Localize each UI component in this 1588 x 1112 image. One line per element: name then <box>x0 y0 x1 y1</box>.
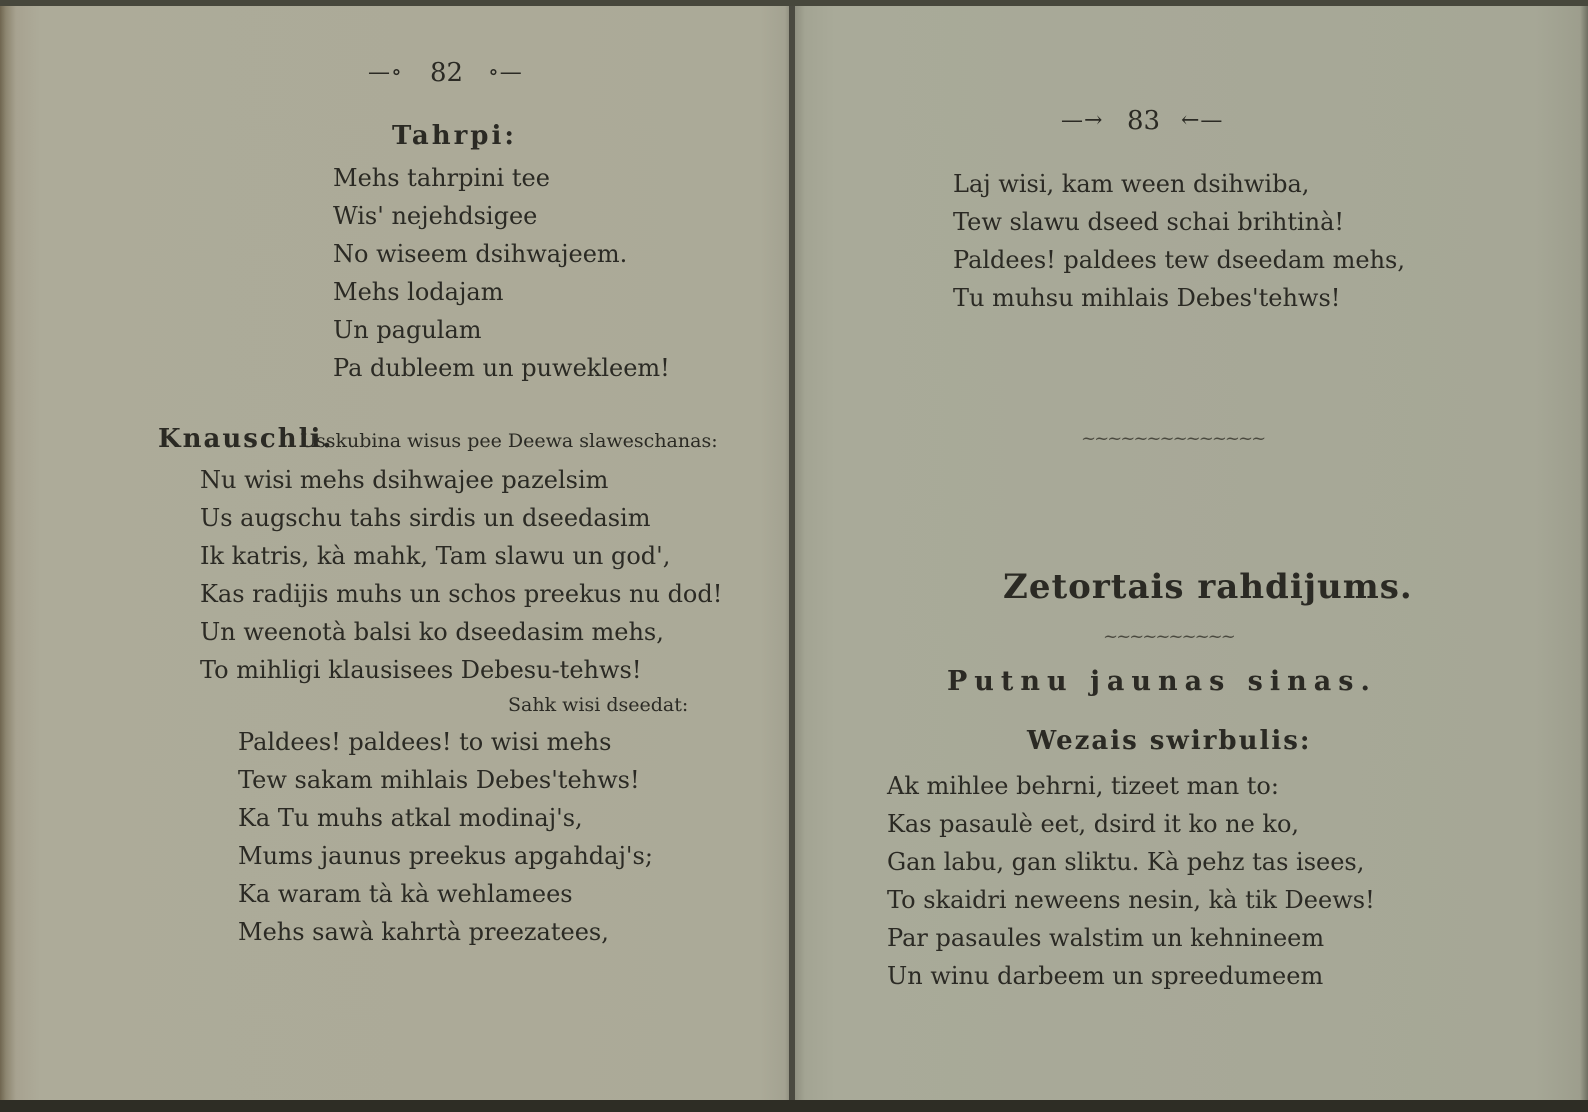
verse-line: Nu wisi mehs dsihwajee pazelsim <box>200 466 609 494</box>
verse-line: Pa dubleem un puwekleem! <box>333 354 670 382</box>
section-heading: Tahrpi: <box>392 121 517 151</box>
verse-line: Mehs tahrpini tee <box>333 164 550 192</box>
stage-direction: Usskubina wisus pee Deewa slaweschanas: <box>300 430 718 452</box>
verse-line: Kas radijis muhs un schos preekus nu dod! <box>200 580 723 608</box>
scene-title: Zetortais rahdijums. <box>1003 567 1413 607</box>
verse-line: Us augschu tahs sirdis un dseedasim <box>200 504 651 532</box>
verse-line: To mihligi klausisees Debesu-tehws! <box>200 656 642 684</box>
verse-line: Ka waram tà kà wehlamees <box>238 880 573 908</box>
verse-line: Paldees! paldees tew dseedam mehs, <box>953 246 1406 274</box>
left-page <box>0 0 790 1112</box>
verse-line: Mums jaunus preekus apgahdaj's; <box>238 842 653 870</box>
verse-line: Paldees! paldees! to wisi mehs <box>238 728 612 756</box>
verse-line: Tew sakam mihlais Debes'tehws! <box>238 766 640 794</box>
title-rule: ~~~~~~~~~~ <box>1103 626 1234 647</box>
verse-line: Ka Tu muhs atkal modinaj's, <box>238 804 583 832</box>
page-ornament-right: ∘— <box>488 60 523 85</box>
verse-line: Par pasaules walstim un kehnineem <box>887 924 1325 952</box>
verse-line: Ik katris, kà mahk, Tam slawu un god', <box>200 542 671 570</box>
verse-line: Tew slawu dseed schai brihtinà! <box>953 208 1345 236</box>
speaker-name: Wezais swirbulis: <box>1027 726 1312 756</box>
verse-line: Ak mihlee behrni, tizeet man to: <box>887 772 1279 800</box>
verse-line: Un winu darbeem un spreedumeem <box>887 962 1324 990</box>
verse-line: Kas pasaulè eet, dsird it ko ne ko, <box>887 810 1300 838</box>
page-ornament-right: ←— <box>1181 108 1224 133</box>
verse-line: Wis' nejehdsigee <box>333 202 538 230</box>
scene-subtitle: Putnu jaunas sinas. <box>947 666 1377 697</box>
page-number: 82 <box>430 58 464 88</box>
right-page <box>795 0 1588 1112</box>
sing-direction: Sahk wisi dseedat: <box>508 694 689 716</box>
verse-line: Tu muhsu mihlais Debes'tehws! <box>953 284 1341 312</box>
book-top-edge <box>0 0 1588 6</box>
page-ornament-left: —→ <box>1061 108 1104 133</box>
verse-line: To skaidri neweens nesin, kà tik Deews! <box>887 886 1375 914</box>
verse-line: No wiseem dsihwajeem. <box>333 240 628 268</box>
verse-line: Un weenotà balsi ko dseedasim mehs, <box>200 618 664 646</box>
verse-line: Gan labu, gan sliktu. Kà pehz tas isees, <box>887 848 1365 876</box>
verse-line: Mehs lodajam <box>333 278 504 306</box>
verse-line: Un pagulam <box>333 316 482 344</box>
verse-line: Mehs sawà kahrtà preezatees, <box>238 918 609 946</box>
page-number: 83 <box>1127 106 1161 136</box>
book-bottom-edge <box>0 1100 1588 1112</box>
verse-line: Laj wisi, kam ween dsihwiba, <box>953 170 1310 198</box>
page-ornament-left: —∘ <box>368 60 403 85</box>
section-separator: ~~~~~~~~~~~~~~ <box>1081 428 1265 449</box>
speaker-name: Knauschli. <box>158 424 334 454</box>
